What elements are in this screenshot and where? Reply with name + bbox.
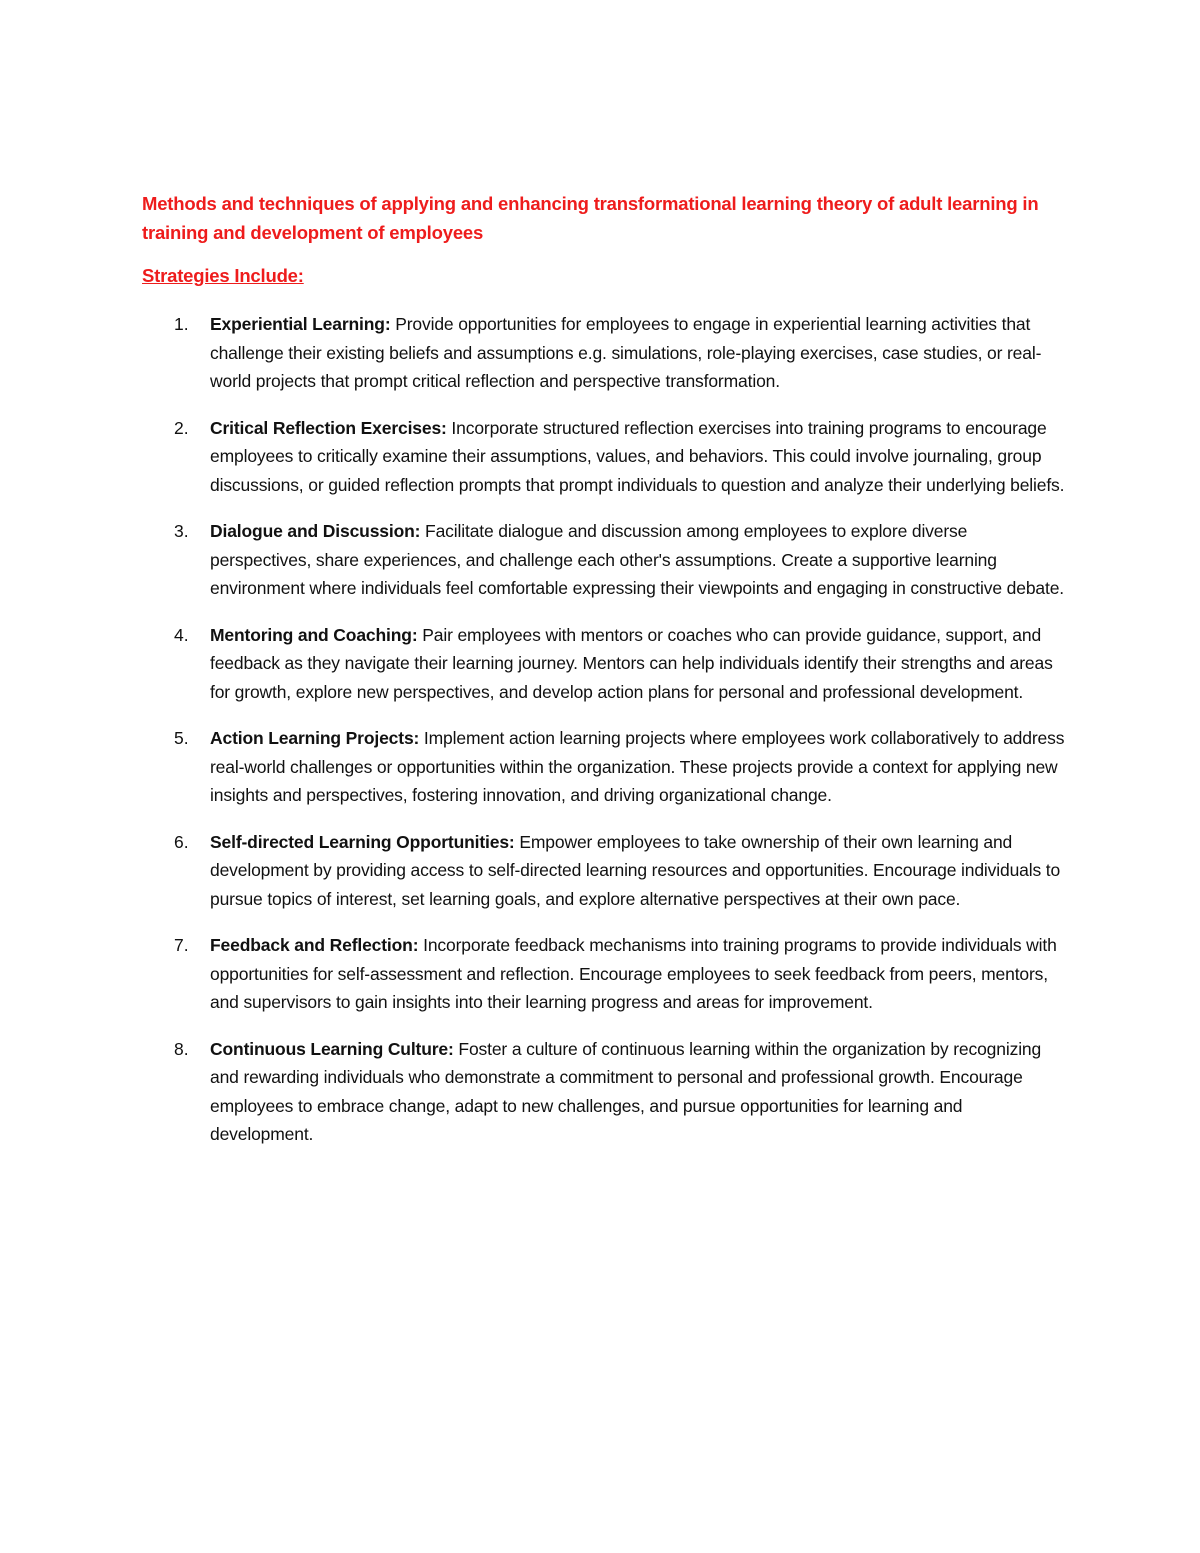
list-item-number: 3.: [174, 521, 189, 541]
strategies-subheading: Strategies Include:: [142, 265, 304, 286]
list-item: [0, 414, 1200, 500]
list-item: [0, 828, 1200, 914]
list-item: [0, 724, 1200, 810]
list-item-number: 5.: [174, 728, 189, 748]
list-item-term: Self-directed Learning Opportunities:: [210, 831, 515, 852]
list-item-term: Experiential Learning:: [210, 314, 391, 334]
strategies-list: [0, 310, 1200, 1167]
list-item-body: [210, 621, 1065, 707]
list-item-text: Pair employees with mentors or coaches who can provide guidance, support, and feedback as they navigate their learning journey. Mentors can help individuals identify their strengths and areas for growth, explore new perspectives, and develop action plans for personal and professional development.: [210, 624, 1053, 702]
list-item: [0, 1035, 1200, 1149]
list-item-text: Foster a culture of continuous learning within the organization by recognizing and rewarding individuals who demonstrate a commitment to personal and professional growth. Encourage employees to embrace change, adapt to new challenges, and pursue opportunities for learning and development.: [210, 1038, 1042, 1144]
list-item-number: 8.: [174, 1038, 189, 1059]
list-item-text: Incorporate feedback mechanisms into training programs to provide individuals with opportunities for self-assessment and reflection. Encourage employees to seek feedback from peers, mentors, and supervisors to gain insights into their learning progress and areas for improvement.: [210, 935, 1057, 1012]
list-item-body: [210, 310, 1065, 396]
list-item-term: Feedback and Reflection:: [210, 935, 419, 955]
list-item-term: Action Learning Projects:: [210, 728, 420, 748]
list-item-body: [210, 1035, 1065, 1149]
document-heading: Methods and techniques of applying and enhancing transformational learning theory of adult learning in training and development of employees: [142, 193, 1039, 243]
list-item-term: Continuous Learning Culture:: [210, 1038, 454, 1059]
list-item-body: [210, 828, 1065, 914]
list-item-text: Provide opportunities for employees to engage in experiential learning activities that challenge their existing beliefs and assumptions e.g. simulations, role-playing exercises, case studies, or real-world projects that prompt critical reflection and perspective transformation.: [210, 314, 1042, 391]
list-item: [0, 931, 1200, 1017]
list-item-term: Critical Reflection Exercises:: [210, 417, 447, 438]
list-item-text: Incorporate structured reflection exercises into training programs to encourage employees to critically examine their assumptions, values, and behaviors. This could involve journaling, group discussions, or guided reflection prompts that prompt individuals to question and analyze their underlying beliefs.: [210, 417, 1065, 495]
list-item-number: 2.: [174, 417, 189, 438]
list-item-body: [210, 517, 1065, 603]
list-item-number: 6.: [174, 831, 189, 852]
list-item: [0, 310, 1200, 396]
list-item-number: 1.: [174, 314, 189, 334]
list-item-term: Mentoring and Coaching:: [210, 624, 418, 645]
list-item: [0, 517, 1200, 603]
list-item-body: [210, 931, 1065, 1017]
list-item: [0, 621, 1200, 707]
list-item-text: Empower employees to take ownership of their own learning and development by providing access to self-directed learning resources and opportunities. Encourage individuals to pursue topics of interest, set learning goals, and explore alternative perspectives at their own pace.: [210, 831, 1061, 909]
list-item-text: Implement action learning projects where employees work collaboratively to address real-world challenges or opportunities within the organization. These projects provide a context for applying new insights and perspectives, fostering innovation, and driving organizational change.: [210, 728, 1065, 805]
list-item-body: [210, 724, 1065, 810]
list-item-body: [210, 414, 1065, 500]
list-item-number: 4.: [174, 624, 189, 645]
list-item-term: Dialogue and Discussion:: [210, 521, 421, 541]
list-item-number: 7.: [174, 935, 189, 955]
list-item-text: Facilitate dialogue and discussion among employees to explore diverse perspectives, share experiences, and challenge each other's assumptions. Create a supportive learning environment where individuals feel comfortable expressing their viewpoints and engaging in constructive debate.: [210, 521, 1064, 598]
